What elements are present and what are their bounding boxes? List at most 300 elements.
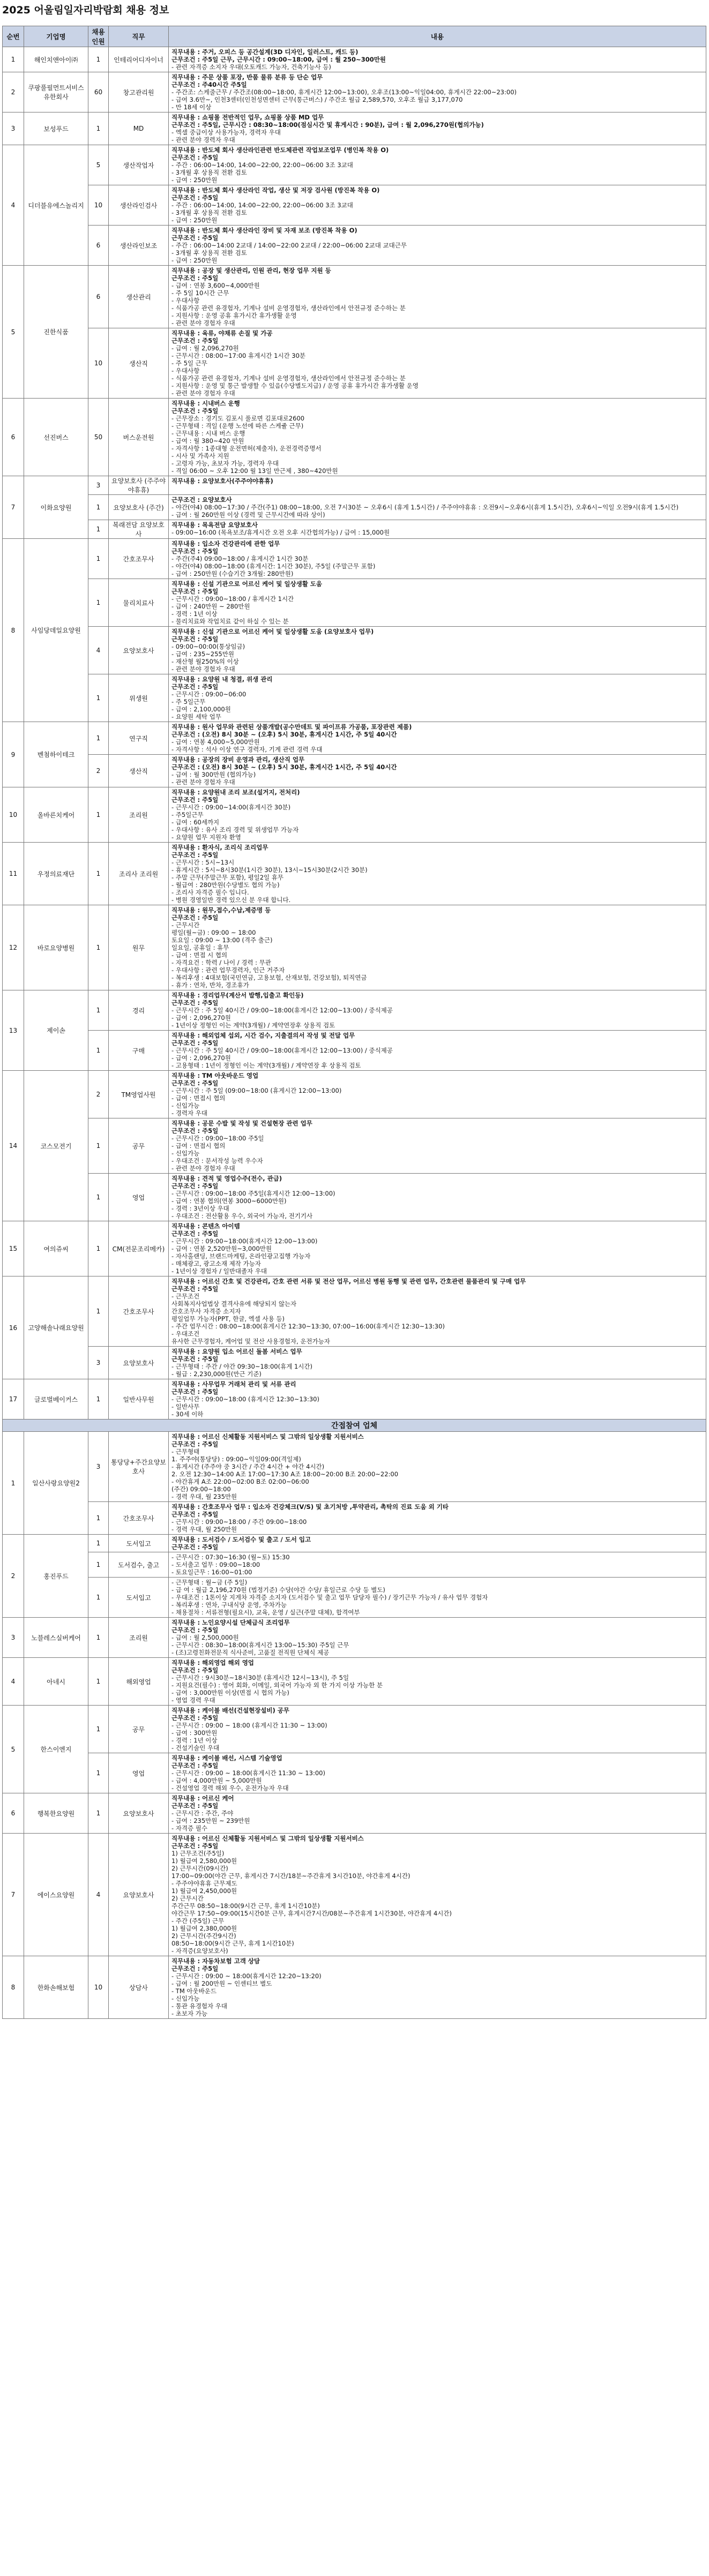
detail-line: 직무내용 : 주문 상품 포장, 반품 물류 분류 등 단순 업무 — [171, 73, 323, 81]
detail-line: 근무조건 : 주5일 — [171, 1666, 219, 1674]
table-row — [3, 905, 706, 990]
table-row — [3, 1793, 706, 1834]
detail-line: 평일(월~금) : 09:00 ~ 18:00 — [171, 929, 256, 936]
company-name: 고양해솔나래요양원 — [24, 1276, 88, 1379]
job-title: 영업 — [109, 1753, 169, 1793]
table-row — [3, 47, 706, 72]
detail-line: - 근무시간 : 주 5일 40시간 / 09:00~18:00(휴게시간 12:00~13:00) / 중식제공 — [171, 1007, 393, 1014]
detail-line: - 고령자 가능, 초보자 가능, 경력자 우대 — [171, 460, 279, 467]
hire-count: 1 — [88, 579, 109, 627]
company-name: 에이스요양원 — [24, 1834, 88, 1956]
hire-count: 6 — [88, 226, 109, 266]
detail-line: - 주말 근무(주말근무 포함), 평일2일 휴무 — [171, 874, 284, 881]
company-name: 행복한요양원 — [24, 1793, 88, 1834]
table-row — [3, 579, 706, 627]
job-detail — [169, 1347, 706, 1379]
detail-line: - 근무시간 : 주 5일 40시간 / 09:00~18:00(휴게시간 12:00~13:00) / 중식제공 — [171, 1047, 393, 1054]
detail-line: - 근무시간 : 09:00~06:00 — [171, 690, 247, 698]
company-name: 여의쥬씨 — [24, 1221, 88, 1276]
job-title: 간호조무사 — [109, 539, 169, 579]
hire-count: 10 — [88, 185, 109, 226]
detail-line: 직무내용 : 케이블 배선(건설현장설비) 공무 — [171, 1707, 289, 1714]
job-detail — [169, 1432, 706, 1502]
table-row — [3, 520, 706, 539]
row-number: 9 — [3, 722, 24, 787]
detail-line: 직무내용 : 주거, 오피스 등 공간설계(3D 디자인, 일러스트, 캐드 등) — [171, 48, 359, 56]
detail-line: - 우대조건 — [171, 1330, 200, 1338]
detail-line: 직무내용 : 쇼핑몰 전반적인 업무, 쇼핑몰 상품 MD 업무 — [171, 114, 324, 121]
detail-line: - 채용절차 : 서류전형(필요시), 교육, 운영 / 실근(주말 대체), 합격여부 — [171, 1609, 360, 1616]
header-count: 채용인원 — [88, 26, 109, 47]
detail-line: - 급여 : 250만원 (수습기간 3개월: 280만원) — [171, 570, 294, 577]
detail-line: 직무내용 : 경리업무(계산서 발행,입출고 확인등) — [171, 992, 304, 999]
job-title: 요양보호사 (주간) — [109, 495, 169, 520]
detail-line: - 급여 : 3,000만원 이상(면접 시 협의 가능) — [171, 1689, 289, 1696]
row-number: 7 — [3, 476, 24, 539]
detail-line: 1) 월급여 2,380,000원 — [171, 1925, 237, 1932]
table-header — [3, 26, 706, 47]
detail-line: 직무내용 : 자동차보험 고객 상담 — [171, 1957, 260, 1965]
hire-count: 1 — [88, 1118, 109, 1174]
job-title: 생산라인보조 — [109, 226, 169, 266]
detail-line: - 관련 분야 경험자 우대 — [171, 665, 235, 673]
detail-line: - 물리치료와 작업치료 같이 하실 수 있는 분 — [171, 618, 289, 625]
job-title: 도서입고 — [109, 1578, 169, 1618]
table-row — [3, 627, 706, 674]
detail-line: 근무조건 : 주5일 — [171, 1762, 219, 1769]
company-name: 보성푸드 — [24, 112, 88, 145]
page-title: 2025 어울림일자리박람회 채용 정보 — [2, 4, 169, 16]
row-number: 2 — [3, 72, 24, 112]
detail-line: 직무내용 : 요양보호사(주주야야휴휴) — [171, 477, 273, 485]
detail-line: 근무조건 : 주5일 — [171, 1626, 219, 1634]
detail-line: 근무조건 : 주5일 — [171, 635, 219, 643]
job-title: 구매 — [109, 1031, 169, 1071]
row-number: 7 — [3, 1834, 24, 1956]
detail-line: - 급여 : 월 260만원 이상 (경력 및 근무시간에 따라 상이) — [171, 511, 325, 519]
detail-line: 근무조건 : 요양보호사 — [171, 496, 232, 504]
hire-count: 1 — [88, 787, 109, 843]
hire-count: 1 — [88, 1552, 109, 1578]
job-detail — [169, 1535, 706, 1552]
detail-line: 일요일, 공휴일 : 휴무 — [171, 944, 229, 951]
detail-line: - 1년이상 정형인 이는 계약(3개월) / 계약연장후 상용직 검토 — [171, 1022, 335, 1029]
table-body — [3, 47, 706, 2019]
job-title: 원무 — [109, 905, 169, 990]
hire-count: 60 — [88, 72, 109, 112]
detail-line: 근무조건 : 주5일 — [171, 194, 219, 201]
detail-line: 직무내용 : 반도체 회사 생산라인 작업, 생산 및 저장 검사원 (방진복 착용 O) — [171, 186, 380, 194]
detail-line: - 주간 업무시간 : 08:00~18:00(휴게시간 12:30~13:30, 07:00~16:00(휴게시간 12:30~13:30) — [171, 1323, 445, 1330]
detail-line: - 관련 자격증 소지자 우대(오토캐드 가능자, 건축기능사 등) — [171, 63, 331, 71]
job-title: MD — [109, 112, 169, 145]
header-company: 기업명 — [24, 26, 88, 47]
detail-line: - 근무시간 : 9시30분~18시30분 (휴게시간 12시~13시), 주 5일 — [171, 1674, 349, 1681]
detail-line: - 주 5일 근무 — [171, 359, 207, 367]
detail-line: - 자격증(요양보호사) — [171, 1947, 228, 1955]
detail-line: 2) 근무시간(09시간) — [171, 1865, 228, 1872]
job-detail — [169, 722, 706, 755]
job-title: 생산라인검사 — [109, 185, 169, 226]
detail-line: - 식품가공 관련 유경험자, 기계나 설비 운영경험자, 생산라인에서 안전규정 준수하는 분 — [171, 374, 406, 382]
table-row — [3, 1221, 706, 1276]
hire-count: 1 — [88, 112, 109, 145]
table-row — [3, 495, 706, 520]
detail-line: - 경력 : 1년 이상 — [171, 610, 218, 618]
detail-line: 근무조건 : 주5일 — [171, 1182, 219, 1190]
table-row — [3, 1552, 706, 1578]
detail-line: - 재산형 월250%의 이상 — [171, 658, 239, 665]
hire-count: 5 — [88, 145, 109, 185]
detail-line: - 근무시간 : 08:00~17:00 휴게시간 1시간 30분 — [171, 352, 306, 359]
detail-line: 직무내용 : 신설 기관으로 어르신 케어 및 일상생활 도움 (요양보호사 업무) — [171, 628, 374, 635]
detail-line: - 복리후생 : 4대보험(국민연금, 고용보험, 산재보험, 건강보험), 퇴직연금 — [171, 974, 367, 981]
row-number: 11 — [3, 843, 24, 905]
company-name: 글로벌베이커스 — [24, 1379, 88, 1420]
table-row — [3, 1502, 706, 1535]
detail-line: - 급여 : 연봉 4,000~5,000만원 — [171, 738, 260, 746]
job-detail — [169, 674, 706, 722]
table-row — [3, 1535, 706, 1552]
detail-line: 근무조건 : 주5일 — [171, 1230, 219, 1237]
job-title: CM(전문조리메카) — [109, 1221, 169, 1276]
row-number: 15 — [3, 1221, 24, 1276]
job-detail — [169, 266, 706, 328]
detail-line: 직무내용 : 목욕전담 요양보호사 — [171, 521, 258, 529]
job-detail — [169, 1276, 706, 1347]
job-detail — [169, 1706, 706, 1753]
hire-count: 1 — [88, 1221, 109, 1276]
detail-line: 평일업무 가능자(PPT, 한글, 엑셀 사용 등) — [171, 1315, 285, 1323]
detail-line: - 근무시간 : 08:30~18:00(휴게시간 13:00~15:30) 주5일 근무 — [171, 1641, 349, 1649]
job-title: 요양보호사 — [109, 627, 169, 674]
company-name: 한스이엔지 — [24, 1706, 88, 1793]
hire-count: 1 — [88, 495, 109, 520]
detail-line: 근무조건 : 주5일 — [171, 1511, 219, 1518]
detail-line: 직무내용 : 공장의 장비 운영과 관리, 생산직 업무 — [171, 756, 305, 763]
hire-count: 3 — [88, 1432, 109, 1502]
detail-line: - 주5일근무 — [171, 811, 204, 818]
detail-line: - 관련 분야 경험자 우대 — [171, 319, 235, 327]
detail-line: - 경력 우대, 월 250만원 — [171, 1526, 237, 1533]
detail-line: - 지원요건(필수) : 영어 회화, 이메일, 외국어 가능자 외 한 가지 이상 가능한 분 — [171, 1681, 383, 1689]
job-detail — [169, 1658, 706, 1706]
table-row — [3, 1276, 706, 1347]
row-number: 17 — [3, 1379, 24, 1420]
detail-line: 근무조건 : 주5일 — [171, 1388, 219, 1395]
detail-line: - 급여 : 연봉 협의(연봉 3000~6000만원) — [171, 1197, 287, 1205]
detail-line: - 급여 : 월 2,096,270원 — [171, 344, 239, 352]
detail-line: - 급여 : 60세까지 — [171, 818, 220, 826]
detail-line: 직무내용 : 케이블 배선, 시스템 기술영업 — [171, 1754, 282, 1762]
detail-line: - 병원 경영일반 경력 있으신 분 우대 합니다. — [171, 896, 291, 904]
job-title: 요양보호사 — [109, 1793, 169, 1834]
job-detail — [169, 539, 706, 579]
detail-line: - 야간(야4) 08:00~18:00 (휴게시간: 1시간 30분), 주5일 (주말근무 포함) — [171, 562, 376, 570]
job-detail — [169, 1834, 706, 1956]
row-number: 16 — [3, 1276, 24, 1379]
detail-line: - 주주야야휴휴 근무제도 — [171, 1880, 237, 1887]
hire-count: 1 — [88, 1658, 109, 1706]
detail-line: - 급여 3.6만~, 인천3센터(인천성면센터 근무(통근버스) / 주간조 월급 2,589,570, 오후조 월급 3,177,070 — [171, 96, 463, 103]
detail-line: - 급여 : 240만원 ~ 280만원 — [171, 603, 250, 610]
job-title: 생산관리 — [109, 266, 169, 328]
job-title: 도서입고 — [109, 1535, 169, 1552]
detail-line: - 휴가 : 연차, 반차, 경조휴가 — [171, 981, 249, 989]
detail-line: - 급여 : 250만원 — [171, 257, 218, 264]
company-name: 노블레스실버케어 — [24, 1618, 88, 1658]
detail-line: - 조리사 자격증 필수 입니다. — [171, 889, 249, 896]
detail-line: - 우대조건 : 1톤이상 지게차 자격증 소지자 (도서검수 및 출고 업무 담당자 필수) / 장기근무 가능자 / 유사 업무 경험자 — [171, 1594, 488, 1601]
job-detail — [169, 843, 706, 905]
detail-line: - 건설영업 경력 해외 우수, 운전가능자 우대 — [171, 1784, 289, 1792]
detail-line: - 급여 : 2,096,270원 — [171, 1014, 231, 1022]
table-row — [3, 1658, 706, 1706]
company-name: 해인치앤아이㈜ — [24, 47, 88, 72]
job-detail — [169, 1956, 706, 2019]
detail-line: - 주 5일근무 — [171, 698, 206, 705]
detail-line: - 근무시간 : 09:00~18:00(휴게시간 12:00~13:00) — [171, 1237, 318, 1245]
detail-line: - 급여 : 250만원 — [171, 176, 218, 184]
job-title: 버스운전원 — [109, 399, 169, 476]
detail-line: - 근무시간 : 09:00 ~ 18:00(휴게시간 11:30 ~ 13:00) — [171, 1769, 325, 1777]
detail-line: - 경력 : 3년이상 우대 — [171, 1205, 229, 1212]
detail-line: - 요양원 세탁 업무 — [171, 713, 221, 720]
detail-line: 직무내용 : 해외영업 해외 영업 — [171, 1659, 254, 1666]
detail-line: 근무조건 : 주5일 — [171, 1285, 219, 1293]
job-detail — [169, 1753, 706, 1793]
job-title: 복래전담 요양보호사 — [109, 520, 169, 539]
detail-line: - 급여 : 4,000만원 ~ 5,000만원 — [171, 1777, 262, 1784]
job-title: TM영업사원 — [109, 1071, 169, 1118]
detail-line: 직무내용 : 견적 및 영업수주(전수, 관급) — [171, 1175, 282, 1182]
detail-line: 08:50~18:00(9시간 근무, 휴게 1시간10분) — [171, 1940, 294, 1947]
detail-line: - 관련 분야 경험자 우대 — [171, 778, 235, 786]
hire-count: 4 — [88, 627, 109, 674]
job-title: 조리원 — [109, 1618, 169, 1658]
hire-count: 6 — [88, 266, 109, 328]
detail-line: 근무조건 : 주5일 — [171, 407, 219, 415]
detail-line: - 만 18세 이상 — [171, 103, 212, 111]
detail-line: - 자격증 필수 — [171, 1824, 208, 1832]
job-title: 요양보호사 — [109, 1834, 169, 1956]
row-number: 1 — [3, 1432, 24, 1535]
detail-line: - 지원사항 : 운영 및 통근 발생할 수 있음(수당별도지급) / 운영 공휴 휴가시간 휴가생활 운영 — [171, 382, 419, 389]
detail-line: 직무내용 : 반도체 회사 생산라인관련 반도체관련 작업보조업무 (병인복 착용 O) — [171, 146, 389, 154]
detail-line: - 주간 : 06:00~14:00, 14:00~22:00, 22:00~06:00 3조 3교대 — [171, 201, 353, 209]
detail-line: 직무내용 : 어르신 신체활동 지원서비스 및 그밖의 일상생활 지원서비스 — [171, 1433, 364, 1440]
detail-line: 직무내용 : 입소자 건강관리에 관한 업무 — [171, 540, 280, 547]
detail-line: (주간) 09:00~18:00 — [171, 1485, 231, 1493]
detail-line: 근무조건 : 주5일 — [171, 1440, 219, 1448]
job-detail — [169, 755, 706, 787]
detail-line: 근무조건 : 주5일 — [171, 1842, 219, 1850]
table-row — [3, 1174, 706, 1221]
detail-line: - 초보자 가능 — [171, 2010, 208, 2017]
job-detail — [169, 185, 706, 226]
job-detail — [169, 787, 706, 843]
detail-line: - TM 아웃바운드 — [171, 1987, 217, 1995]
detail-line: - 우대사항 — [171, 297, 200, 304]
row-number: 6 — [3, 1793, 24, 1834]
detail-line: - 우대사항 : 관련 업무경력자, 인근 거주자 — [171, 966, 285, 974]
detail-line: 근무조건 : 주5일 — [171, 1714, 219, 1722]
detail-line: 야간근무 17:50~09:00(15시간0분 근무, 휴게시간7시간/08분~주간휴게 1시간30분, 야간휴게 4시간) — [171, 1910, 452, 1917]
detail-line: - 우대조건 : 전산활용 우수, 외국어 가능자, 전기기사 — [171, 1212, 313, 1220]
detail-line: 1) 월급여 2,580,000원 — [171, 1857, 237, 1865]
job-title: 생산작업자 — [109, 145, 169, 185]
detail-line: - 신입가능 — [171, 1102, 200, 1109]
detail-line: - 야간휴게 A조 22:00~02:00 B조 02:00~06:00 — [171, 1478, 309, 1485]
detail-line: 근무조건 : 주5일 — [171, 1965, 219, 1972]
table-row — [3, 1118, 706, 1174]
detail-line: 직무내용 : 요양원 입소 어르신 돌봄 서비스 업무 — [171, 1348, 302, 1355]
job-detail — [169, 1793, 706, 1834]
company-name: 디더블유에스놀리지 — [24, 145, 88, 266]
table-row — [3, 1834, 706, 1956]
table-row — [3, 1618, 706, 1658]
job-title: 공무 — [109, 1706, 169, 1753]
detail-line: 직무내용 : 공장 및 생산관리, 인원 관리, 현장 업무 지원 등 — [171, 267, 331, 274]
row-number: 2 — [3, 1535, 24, 1618]
detail-line: - 주간조: 스케줄근무 / 주간조(08:00~18:00, 휴게시간 12:00~13:00), 오후조(13:00~익일04:00, 휴게시간 22:00~23:00) — [171, 88, 517, 96]
detail-line: - 자격사항 : 1종대형 운전면허(제출자), 운전경력증명서 — [171, 445, 322, 452]
hire-count: 10 — [88, 328, 109, 399]
job-table — [2, 26, 706, 2019]
hire-count: 1 — [88, 1793, 109, 1834]
table-row — [3, 72, 706, 112]
row-number: 3 — [3, 112, 24, 145]
detail-line: - 급여 : 235만원 ~ 239만원 — [171, 1817, 250, 1824]
table-row — [3, 399, 706, 476]
detail-line: 근무조건 : 주5일 — [171, 588, 219, 595]
detail-line: 1) 근무조건(주5일) — [171, 1850, 225, 1857]
detail-line: - 복리후생 : 연차, 구내식당 운영, 주차가능 — [171, 1601, 287, 1609]
detail-line: - 근무시간 : 주간, 주야 — [171, 1809, 234, 1817]
table-row — [3, 1706, 706, 1753]
job-title: 공무 — [109, 1118, 169, 1174]
company-name: 한화손해보험 — [24, 1956, 88, 2019]
hire-count: 10 — [88, 1956, 109, 2019]
detail-line: - 시사 및 가족사 지원 — [171, 452, 229, 460]
hire-count: 1 — [88, 1174, 109, 1221]
table-row — [3, 843, 706, 905]
hire-count: 2 — [88, 755, 109, 787]
job-detail — [169, 579, 706, 627]
job-detail — [169, 328, 706, 399]
job-detail — [169, 476, 706, 495]
detail-line: 근무조건 : 주5일, 근무시간 : 08:30~18:00(점심시간 및 휴게시간 : 90분), 급여 : 월 2,096,270원(협의가능) — [171, 121, 484, 129]
hire-count: 1 — [88, 539, 109, 579]
detail-line: - 관련 분야 경력자 우대 — [171, 136, 235, 144]
detail-line: - 근무형태 : 주간 / 야간 09:30~18:00(휴게 1시간) — [171, 1363, 313, 1370]
detail-line: - 일반사무 — [171, 1403, 200, 1410]
company-name: 코스모전기 — [24, 1071, 88, 1221]
job-detail — [169, 905, 706, 990]
detail-line: - 자격사항 : 석사 이상 연구 경력자, 기계 관련 경력 우대 — [171, 746, 323, 753]
detail-line: - 주간(주4) 09:00~18:00 / 휴게시간 1시간 30분 — [171, 555, 309, 562]
detail-line: - 우대조건 : 문서작성 능력 우수자 — [171, 1157, 263, 1165]
detail-line: - 30세 이하 — [171, 1410, 204, 1418]
detail-line: - 근무시간 : 09:00~18:00 주5일 — [171, 1135, 264, 1142]
job-title: 조리원 — [109, 787, 169, 843]
row-number: 8 — [3, 539, 24, 722]
detail-line: - 경력 : 1년 이상 — [171, 1737, 218, 1744]
table-row — [3, 1578, 706, 1618]
company-name: 제이손 — [24, 990, 88, 1071]
detail-line: 근무조건 : (오전) 8시 30분 ~ (오후) 5시 30분, 휴게시간 1시간, 주 5일 40시간 — [171, 731, 397, 738]
detail-line: - 3개월 후 상용직 전환 검토 — [171, 169, 247, 176]
detail-line: - 급여 : 235~255만원 — [171, 650, 234, 658]
table-row — [3, 145, 706, 185]
detail-line: - (조)고령친화전문직 식사준비, 고품질 전직원 단체식 제공 — [171, 1649, 330, 1656]
detail-line: 근무조건 : 주5일 — [171, 999, 219, 1007]
detail-line: 근무조건 : 주5일 — [171, 234, 219, 242]
company-name: 선진버스 — [24, 399, 88, 476]
hire-count: 3 — [88, 1347, 109, 1379]
job-title: 물리치료사 — [109, 579, 169, 627]
table-row — [3, 787, 706, 843]
job-detail — [169, 1031, 706, 1071]
table-row — [3, 1379, 706, 1420]
detail-line: 직무내용 : 요양원 내 청결, 위생 관리 — [171, 675, 273, 683]
table-row — [3, 226, 706, 266]
detail-line: - 급여 : 월 380~420 만원 — [171, 437, 244, 445]
detail-line: 1. 주주야(통당당) : 09:00~익일09:00(격일제) — [171, 1455, 301, 1463]
company-name: 아네시 — [24, 1658, 88, 1706]
job-title: 요양보호사 (주주야야휴휴) — [109, 476, 169, 495]
detail-line: 유사한 근무경험자, 케어업 및 전산 사용경험자, 운전가능자 — [171, 1338, 330, 1345]
row-number: 4 — [3, 145, 24, 266]
detail-line: - 주간 (주5일) 근무 — [171, 1917, 225, 1925]
detail-line: - 급여 : 연봉 2,520만원~3,000만원 — [171, 1245, 272, 1252]
detail-line: - 통관 유경험자 우대 — [171, 2002, 227, 2010]
detail-line: - 주 5일 10시간 근무 — [171, 289, 229, 297]
table-row — [3, 112, 706, 145]
table-row — [3, 1031, 706, 1071]
job-title: 요양보호사 — [109, 1347, 169, 1379]
job-title: 조리사 조리원 — [109, 843, 169, 905]
job-title: 생산직 — [109, 755, 169, 787]
detail-line: - 격일 06:00 ~ 오후 12:00 월 13일 만근제 , 380~420만원 — [171, 467, 338, 475]
detail-line: 근무조건 : 주5일 — [171, 796, 219, 803]
detail-line: - 급여 : 면접시 협의 — [171, 1142, 226, 1150]
detail-line: - 토요일근무 : 16:00~01:00 — [171, 1568, 252, 1576]
job-detail — [169, 226, 706, 266]
detail-line: - 경력 우대, 월 235만원 — [171, 1493, 237, 1500]
detail-line: 토요일 : 09:00 ~ 13:00 (격주 출근) — [171, 936, 273, 944]
detail-line: - 건설기술인 우대 — [171, 1744, 220, 1752]
job-detail — [169, 1552, 706, 1578]
header-job: 직무 — [109, 26, 169, 47]
detail-line: 근무조건 : 주5일 — [171, 1039, 219, 1047]
detail-line: - 휴게시간 : 5시~8시30분(1시간 30분), 13시~15시30분(2시간 30분) — [171, 866, 368, 874]
table-row — [3, 1347, 706, 1379]
company-name: 홍진푸드 — [24, 1535, 88, 1618]
row-number: 5 — [3, 1706, 24, 1793]
detail-line: 직무내용 : 간호조무사 업무 : 입소자 건강체크(V/S) 및 초기처방 ,투약관리, 촉탁의 진료 도움 외 기타 — [171, 1503, 449, 1511]
detail-line: 직무내용 : TM 아웃바운드 영업 — [171, 1072, 259, 1079]
detail-line: - 급여 : 월 200만원 ~ 인센티브 별도 — [171, 1980, 272, 1987]
detail-line: 근무조건 : 주40시간 주5일 — [171, 81, 247, 88]
detail-line: 주간근무 08:50~18:00(9시간 근무, 휴게 1시간10분) — [171, 1902, 320, 1910]
detail-line: 직무내용 : 사무업무 거래처 관리 및 서류 관리 — [171, 1380, 296, 1388]
company-name: 일산사랑요양원2 — [24, 1432, 88, 1535]
detail-line: 2) 근무시간(주간9시간) — [171, 1932, 236, 1940]
row-number: 10 — [3, 787, 24, 843]
job-title: 위생원 — [109, 674, 169, 722]
detail-line: - 근무장소 : 경기도 김포시 풀로면 김포대로2600 — [171, 415, 305, 422]
